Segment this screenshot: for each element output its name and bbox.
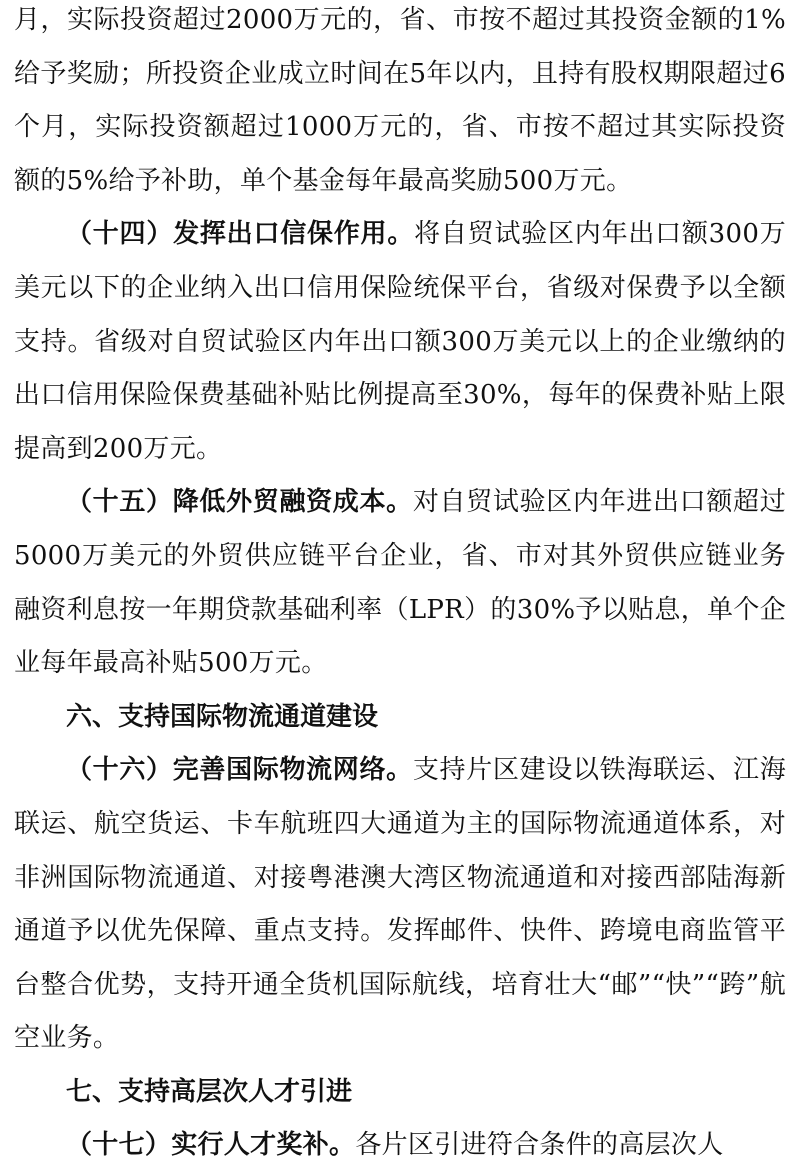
item-heading: （十七）实行人才奖补。 bbox=[66, 1130, 356, 1161]
paragraph-continuation bbox=[14, 0, 786, 208]
item-heading: （十五）降低外贸融资成本。 bbox=[66, 487, 413, 518]
paragraph-text: 各片区引进符合条件的高层次人 bbox=[355, 1130, 724, 1161]
paragraph-text: 支持片区建设以铁海联运、江海联运、航空货运、卡车航班四大通道为主的国际物流通道体系，对非洲国际物流通道、对接粤港澳大湾区物流通道和对接西部陆海新通道予以优先保障、重点支持。发挥邮件、快件、跨境电商监管平台整合优势，支持开通全货机国际航线，培育壮大“邮”“快”“跨”航空业务。 bbox=[14, 755, 787, 1054]
paragraph-item-14 bbox=[14, 208, 786, 476]
paragraph-item-15 bbox=[14, 476, 786, 690]
section-heading-7: 七、支持高层次人才引进 bbox=[66, 1076, 353, 1107]
paragraph-item-17 bbox=[14, 1119, 786, 1173]
item-heading: （十四）发挥出口信保作用。 bbox=[66, 219, 415, 250]
paragraph-text: 对自贸试验区内年进出口额超过5000万美元的外贸供应链平台企业，省、市对其外贸供应链业务融资利息按一年期贷款基础利率（LPR）的30%予以贴息，单个企业每年最高补贴500万元。 bbox=[14, 487, 787, 679]
section-heading-6: 六、支持国际物流通道建设 bbox=[66, 701, 379, 732]
paragraph-item-16 bbox=[14, 744, 786, 1066]
item-heading: （十六）完善国际物流网络。 bbox=[66, 755, 413, 786]
paragraph-text: 月，实际投资超过2000万元的，省、市按不超过其投资金额的1%给予奖励；所投资企业成立时间在5年以内，且持有股权期限超过6个月，实际投资额超过1000万元的，省、市按不超过其实际投资额的5%给予补助，单个基金每年最高奖励500万元。 bbox=[14, 5, 786, 196]
document-page bbox=[14, 0, 786, 1173]
paragraph-text: 将自贸试验区内年出口额300万美元以下的企业纳入出口信用保险统保平台，省级对保费予以全额支持。省级对自贸试验区内年出口额300万美元以上的企业缴纳的出口信用保险保费基础补贴比例提高至30%，每年的保费补贴上限提高到200万元。 bbox=[14, 219, 786, 464]
